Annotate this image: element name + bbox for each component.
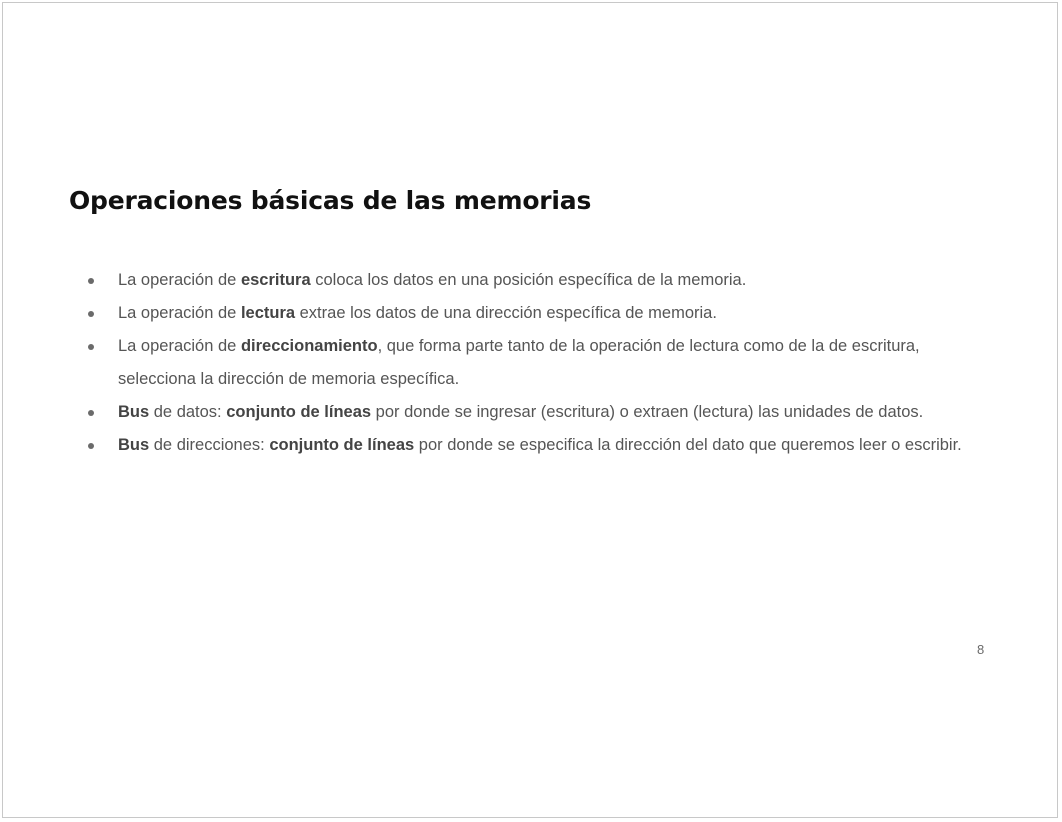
bullet-dot	[88, 278, 94, 284]
slide	[2, 2, 1058, 818]
bullet-keyword: conjunto de líneas	[269, 436, 415, 454]
bullet-keyword: Bus	[118, 436, 150, 454]
bullet-item-escritura	[83, 264, 983, 297]
bullet-text: coloca los datos en una posición específica de la memoria.	[310, 271, 747, 289]
bullet-text: , que forma parte tanto de la operación de lectura como de la de escritura, selecciona la dirección de memoria específica.	[118, 337, 920, 388]
bullet-dot	[88, 410, 94, 416]
bullet-keyword: conjunto de líneas	[226, 403, 372, 421]
bullet-text: de direcciones:	[149, 436, 270, 454]
slide-title: Operaciones básicas de las memorias	[69, 186, 592, 215]
bullet-keyword: Bus	[118, 403, 150, 421]
bullet-keyword: lectura	[240, 304, 296, 322]
bullet-text: extrae los datos de una dirección específica de memoria.	[295, 304, 717, 322]
bullet-item-bus-direcciones	[83, 429, 983, 462]
bullet-dot	[88, 344, 94, 350]
bullet-keyword: direccionamiento	[240, 337, 378, 355]
bullet-dot	[88, 443, 94, 449]
bullet-list	[83, 264, 983, 462]
bullet-text: por donde se ingresar (escritura) o extraen (lectura) las unidades de datos.	[371, 403, 924, 421]
bullet-text: de datos:	[149, 403, 227, 421]
bullet-item-bus-datos	[83, 396, 983, 429]
bullet-item-lectura	[83, 297, 983, 330]
page-number: 8	[977, 642, 985, 657]
bullet-text: La operación de	[118, 304, 241, 322]
bullet-item-direccionamiento	[83, 330, 983, 396]
bullet-text: por donde se especifica la dirección del dato que queremos leer o escribir.	[414, 436, 962, 454]
bullet-text: La operación de	[118, 337, 241, 355]
bullet-keyword: escritura	[240, 271, 311, 289]
bullet-dot	[88, 311, 94, 317]
bullet-text: La operación de	[118, 271, 241, 289]
